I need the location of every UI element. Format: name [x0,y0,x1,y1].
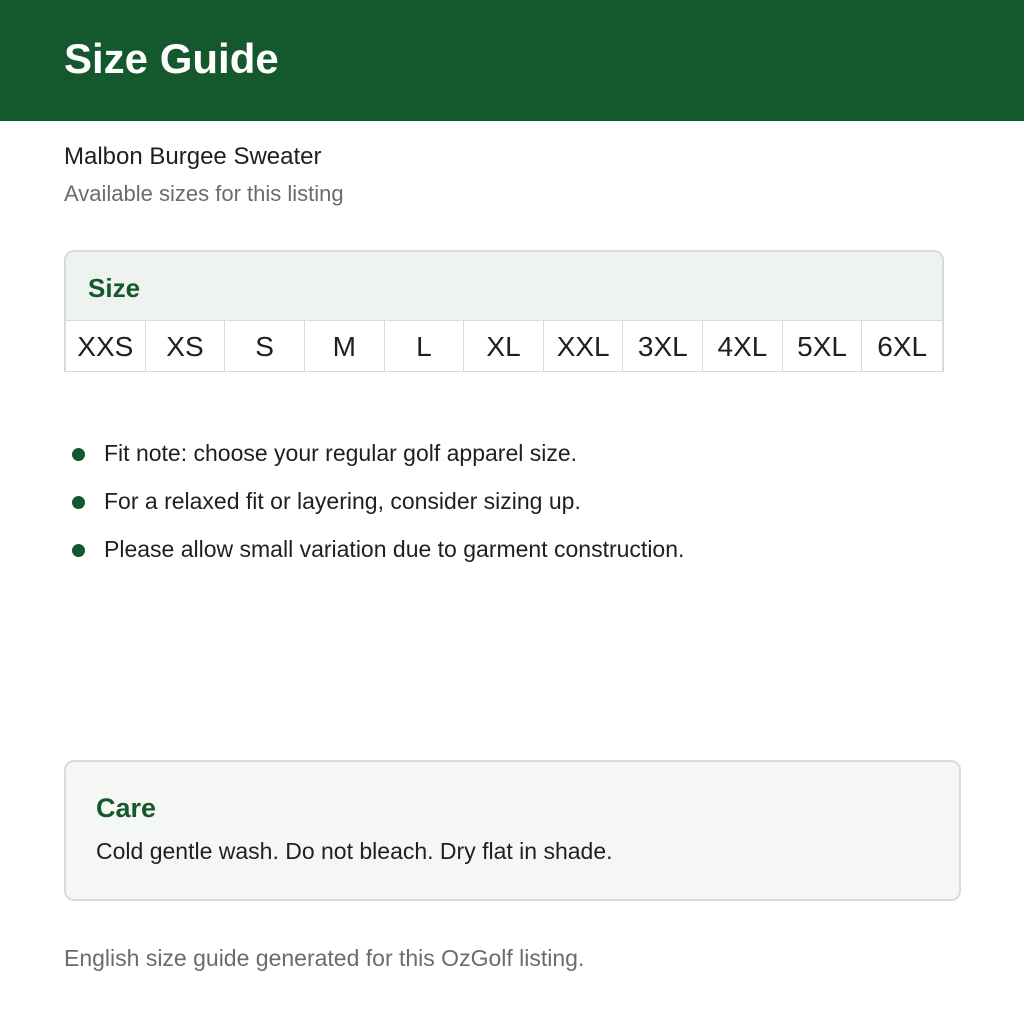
size-cell: XXL [544,321,624,372]
note-text: Fit note: choose your regular golf apparel size. [104,440,578,466]
bullet-dot-icon [72,544,85,557]
header-banner [0,0,1024,121]
size-cell: XL [464,321,544,372]
product-name: Malbon Burgee Sweater [64,143,322,170]
size-row [66,321,942,372]
fit-notes-list [64,436,944,580]
size-cell: M [305,321,385,372]
care-title: Care [96,793,157,823]
product-subtitle: Available sizes for this listing [64,181,344,206]
size-cell: 5XL [783,321,863,372]
care-card [64,760,961,901]
bullet-dot-icon [72,448,85,461]
care-text: Cold gentle wash. Do not bleach. Dry flat in shade. [96,838,613,864]
list-item [64,532,944,580]
size-cell: XS [146,321,226,372]
size-table-header [66,252,942,321]
size-cell: 3XL [623,321,703,372]
size-table [64,250,944,372]
note-text: For a relaxed fit or layering, consider sizing up. [104,488,581,514]
size-cell: 6XL [877,330,928,362]
bullet-dot-icon [72,496,85,509]
note-text: Please allow small variation due to garment construction. [104,536,685,562]
footer-note: English size guide generated for this OzGolf listing. [64,945,585,971]
size-cell: 4XL [703,321,783,372]
size-cell: S [225,321,305,372]
size-cell: L [385,321,465,372]
page-title: Size Guide [64,35,279,82]
size-table-header-label: Size [88,273,141,303]
list-item [64,484,944,532]
list-item [64,436,944,484]
size-cell: XXS [66,321,146,372]
